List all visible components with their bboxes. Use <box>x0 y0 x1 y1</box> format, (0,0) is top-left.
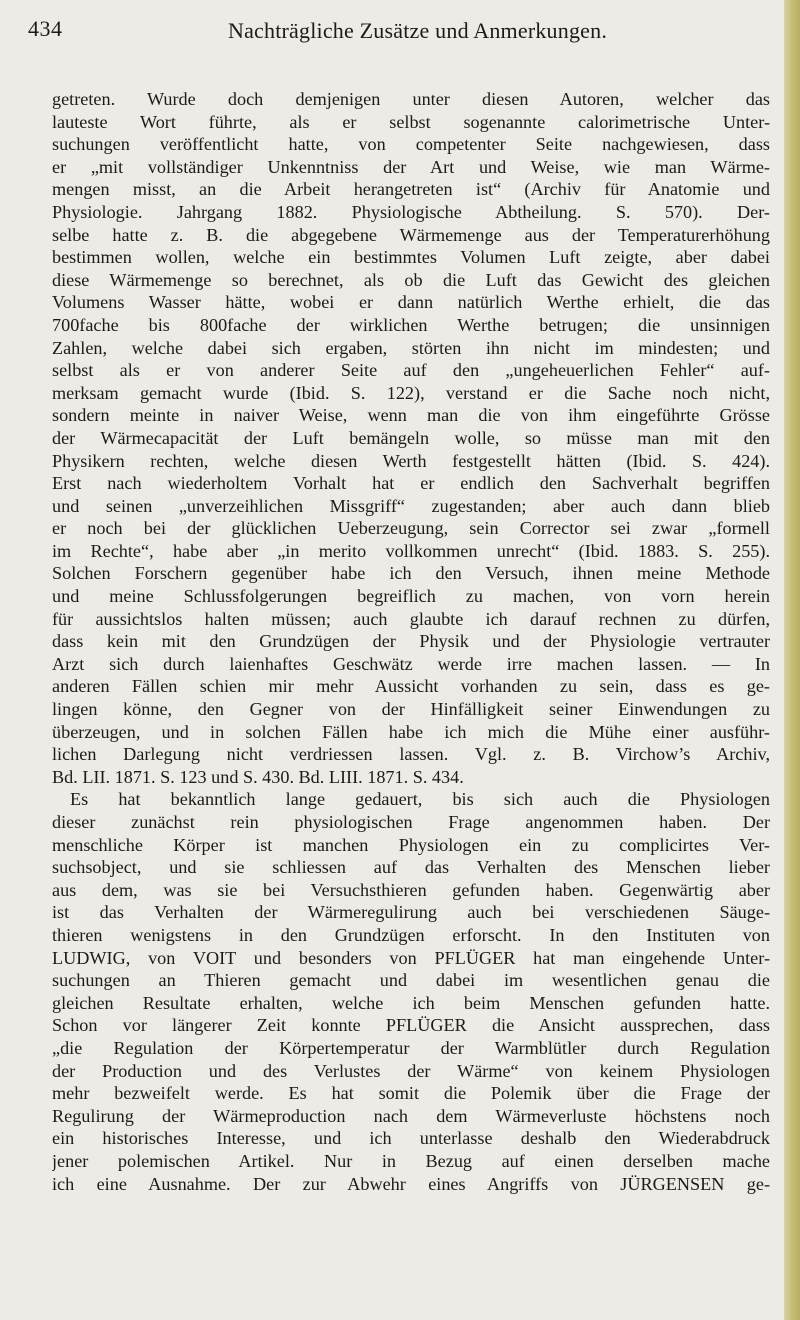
text-line: merksam gemacht wurde (Ibid. S. 122), verstand er die Sache noch nicht, <box>52 382 770 403</box>
text-line: dass kein mit den Grundzügen der Physik und der Physiologie vertrauter <box>52 631 770 652</box>
text-line: ich eine Ausnahme. Der zur Abwehr eines Angriffs von JÜRGENSEN ge- <box>52 1173 770 1194</box>
text-line: im Rechte“, habe aber „in merito vollkommen unrecht“ (Ibid. 1883. S. 255). <box>52 540 770 561</box>
text-line: menschliche Körper ist manchen Physiologen ein zu complicirtes Ver- <box>52 834 770 855</box>
text-line: ein historisches Interesse, und ich unterlasse deshalb den Wiederabdruck <box>52 1128 770 1149</box>
text-line: Bd. LII. 1871. S. 123 und S. 430. Bd. LIII. 1871. S. 434. <box>52 766 464 787</box>
text-line: Volumens Wasser hätte, wobei er dann natürlich Werthe erhielt, die das <box>52 292 770 313</box>
text-line: sondern meinte in naiver Weise, wenn man die von ihm eingeführte Grösse <box>52 405 770 426</box>
text-line: lauteste Wort führte, als er selbst sogenannte calorimetrische Unter- <box>52 111 770 132</box>
text-line: Physiologie. Jahrgang 1882. Physiologische Abtheilung. S. 570). Der- <box>52 201 770 222</box>
text-line: Arzt sich durch laienhaftes Geschwätz werde irre machen lassen. — In <box>52 653 770 674</box>
text-line: Zahlen, welche dabei sich ergaben, störten ihn nicht im mindesten; und <box>52 337 770 358</box>
text-line: diese Wärmemenge so berechnet, als ob die Luft das Gewicht des gleichen <box>52 269 770 290</box>
text-line: Schon vor längerer Zeit konnte PFLÜGER die Ansicht aussprechen, dass <box>52 1015 770 1036</box>
text-line: der Wärmecapacität der Luft bemängeln wolle, so müsse man mit den <box>52 427 770 448</box>
text-line: Regulirung der Wärmeproduction nach dem Wärmeverluste höchstens noch <box>52 1105 770 1126</box>
text-line: aus dem, was sie bei Versuchsthieren gefunden haben. Gegenwärtig aber <box>52 879 770 900</box>
running-head: Nachträgliche Zusätze und Anmerkungen. <box>228 18 608 43</box>
text-line: er „mit vollständiger Unkenntniss der Art und Weise, wie man Wärme- <box>52 156 770 177</box>
text-line: Erst nach wiederholtem Vorhalt hat er endlich den Sachverhalt begriffen <box>52 473 770 494</box>
text-line: Solchen Forschern gegenüber habe ich den Versuch, ihnen meine Methode <box>52 563 770 584</box>
text-line: thieren wenigstens in den Grundzügen erforscht. In den Instituten von <box>52 924 770 945</box>
text-line: und meine Schlussfolgerungen begreiflich zu machen, von vorn herein <box>52 586 770 607</box>
text-line: selbst als er von anderer Seite auf den „ungeheuerlichen Fehler“ auf- <box>52 360 770 381</box>
text-line: suchungen an Thieren gemacht und dabei im wesentlichen genau die <box>52 970 770 991</box>
text-line: dieser zunächst rein physiologischen Frage angenommen haben. Der <box>52 812 770 832</box>
text-line: überzeugen, und in solchen Fällen habe ich mich die Mühe einer ausführ- <box>52 721 770 742</box>
text-line: für aussichtslos halten müssen; auch glaubte ich darauf rechnen zu dürfen, <box>52 608 770 629</box>
page-edge-shadow <box>784 0 800 1320</box>
text-line: lingen könne, den Gegner von der Hinfälligkeit seiner Einwendungen zu <box>52 699 770 720</box>
text-line: LUDWIG, von VOIT und besonders von PFLÜGER hat man eingehende Unter- <box>52 947 770 968</box>
page-number: 434 <box>28 16 63 41</box>
text-line: er noch bei der glücklichen Ueberzeugung, sein Corrector sei zwar „formell <box>52 518 770 539</box>
paragraph-start-line: Es hat bekanntlich lange gedauert, bis sich auch die Physiologen <box>70 789 770 810</box>
text-line: jener polemischen Artikel. Nur in Bezug auf einen derselben mache <box>52 1150 770 1171</box>
text-line: suchsobject, und sie schliessen auf das Verhalten des Menschen lieber <box>52 857 770 878</box>
text-line: Physikern rechten, welche diesen Werth festgestellt hätten (Ibid. S. 424). <box>52 450 770 471</box>
text-line: bestimmen wollen, welche ein bestimmtes Volumen Luft zeigte, aber dabei <box>52 247 770 268</box>
text-line: gleichen Resultate erhalten, welche ich beim Menschen gefunden hatte. <box>52 992 770 1013</box>
text-line: mengen misst, an die Arbeit herangetreten ist“ (Archiv für Anatomie und <box>52 179 770 200</box>
text-line: 700fache bis 800fache der wirklichen Werthe betrugen; die unsinnigen <box>52 314 770 335</box>
text-line: und seinen „unverzeihlichen Missgriff“ zugestanden; aber auch dann blieb <box>52 495 770 516</box>
text-line: suchungen veröffentlicht hatte, von competenter Seite nachgewiesen, dass <box>52 134 770 155</box>
text-line: „die Regulation der Körpertemperatur der Warmblütler durch Regulation <box>52 1037 770 1058</box>
text-line: ist das Verhalten der Wärmeregulirung auch bei verschiedenen Säuge- <box>52 902 770 923</box>
text-line: anderen Fällen schien mir mehr Aussicht vorhanden zu sein, dass es ge- <box>52 676 770 697</box>
text-line: der Production und des Verlustes der Wärme“ von keinem Physiologen <box>52 1060 770 1081</box>
body-text <box>52 88 770 1195</box>
text-line: selbe hatte z. B. die abgegebene Wärmemenge aus der Temperaturerhöhung <box>52 224 770 245</box>
text-line: mehr bezweifelt werde. Es hat somit die Polemik über die Frage der <box>52 1083 770 1104</box>
text-line: lichen Darlegung nicht verdriessen lassen. Vgl. z. B. Virchow’s Archiv, <box>52 744 770 765</box>
text-line: getreten. Wurde doch demjenigen unter diesen Autoren, welcher das <box>52 89 770 109</box>
page-header <box>28 16 768 56</box>
